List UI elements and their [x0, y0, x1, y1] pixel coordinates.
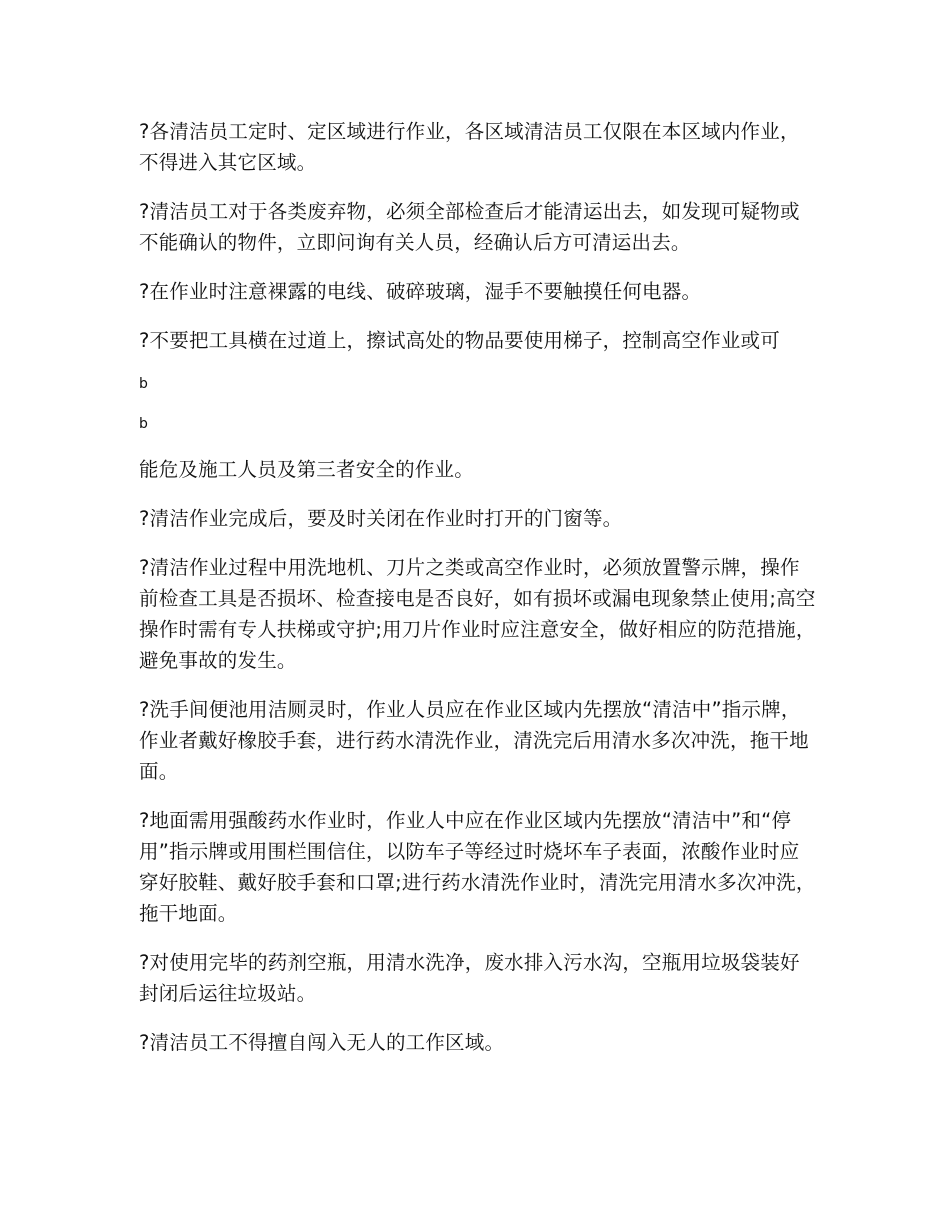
document-body: [139, 116, 819, 1076]
paragraph-restricted-areas: ?清洁员工不得擅自闯入无人的工作区域。: [139, 1031, 505, 1054]
paragraph-tools-ladder: ?不要把工具横在过道上，擦试高处的物品要使用梯子，控制高空作业或可: [139, 329, 780, 352]
paragraph-toilet-cleaning: ?洗手间便池用洁厕灵时，作业人员应在作业区域内先摆放“清洁中”指示牌，作业者戴好橡胶手套，进行药水清洗作业，清洗完后用清水多次冲洗，拖干地面。: [139, 698, 809, 783]
stray-letter-b-2: b: [139, 416, 149, 432]
paragraph-waste-check: ?清洁员工对于各类废弃物，必须全部检查后才能清运出去，如发现可疑物或不能确认的物件，立即问询有关人员，经确认后方可清运出去。: [139, 200, 800, 254]
paragraph-warning-signs: ?清洁作业过程中用洗地机、刀片之类或高空作业时，必须放置警示牌，操作前检查工具是否损坏、检查接电是否良好，如有损坏或漏电现象禁止使用;高空操作时需有专人扶梯或守护;用刀片作业时应注意安全，做好相应的防范措施，避免事故的发生。: [139, 556, 816, 672]
paragraph-acid-cleaning: ?地面需用强酸药水作业时，作业人中应在作业区域内先摆放“清洁中”和“停用”指示牌或用围栏围信住，以防车子等经过时烧坏车子表面，浓酸作业时应穿好胶鞋、戴好胶手套和口罩;进行药水清洗作业时，清洗完用清水多次冲洗，拖干地面。: [139, 809, 816, 925]
paragraph-tools-ladder-continued: 能危及施工人员及第三者安全的作业。: [139, 458, 474, 481]
paragraph-empty-bottles: ?对使用完毕的药剂空瓶，用清水洗净，废水排入污水沟，空瓶用垃圾袋装好封闭后运往垃圾站。: [139, 951, 800, 1005]
paragraph-electric-safety: ?在作业时注意裸露的电线、破碎玻璃，湿手不要触摸任何电器。: [139, 280, 702, 303]
paragraph-zone-work: ?各清洁员工定时、定区域进行作业，各区域清洁员工仅限在本区域内作业，不得进入其它区域。: [139, 120, 800, 174]
stray-letter-b: b: [139, 376, 149, 392]
paragraph-close-windows: ?清洁作业完成后，要及时关闭在作业时打开的门窗等。: [139, 507, 623, 530]
